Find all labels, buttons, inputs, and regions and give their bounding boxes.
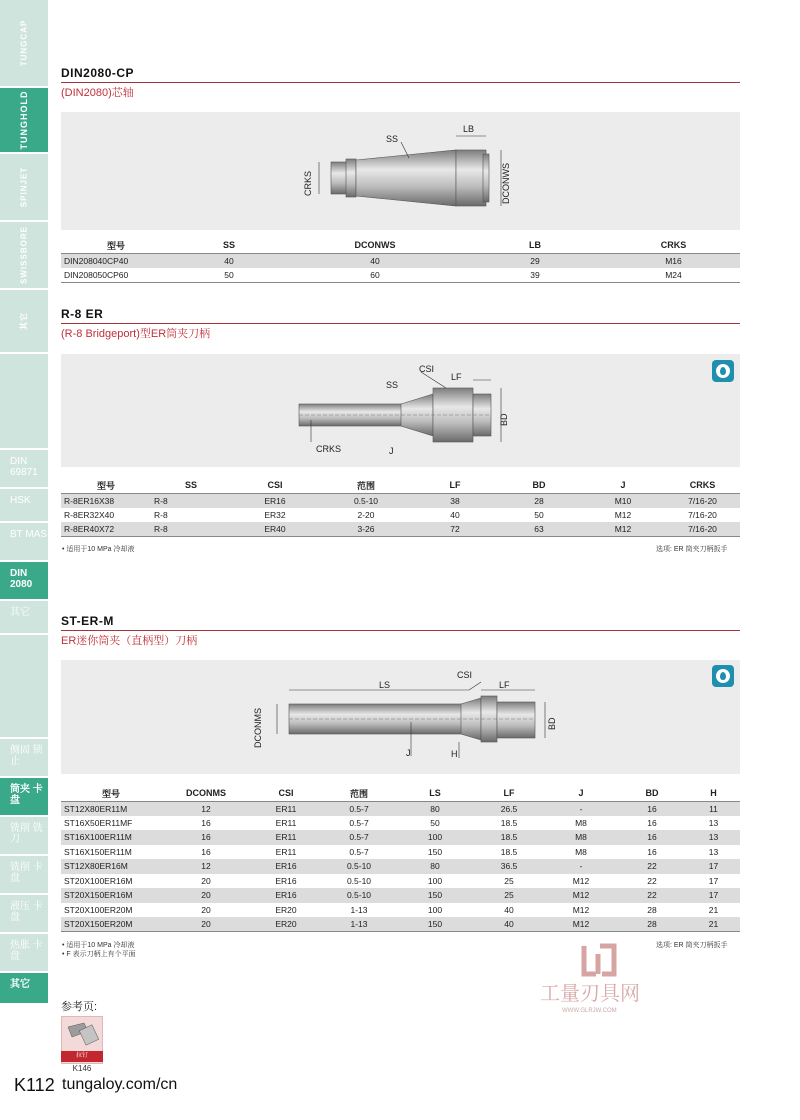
- dim-label-ls: LS: [379, 680, 391, 690]
- sidebar-spacer: [0, 635, 48, 737]
- table-note: • 适用于10 MPa 冷却液: [62, 546, 135, 553]
- table-header: 型号: [61, 238, 171, 253]
- table-header: LF: [473, 786, 545, 801]
- section-title: ST-ER-M: [61, 614, 114, 628]
- table-row: R-8ER40X72 R-8 ER40 3-26 72 63 M12 7/16-20: [61, 522, 740, 537]
- table-row: R-8ER16X38 R-8 ER16 0.5-10 38 28 M10 7/16-20: [61, 493, 740, 508]
- dim-label-ss: SS: [386, 134, 399, 144]
- spec-table-sterm: [61, 786, 740, 932]
- section-subtitle: (DIN2080)芯轴: [61, 87, 134, 99]
- dim-label-crks: CRKS: [303, 170, 313, 196]
- table-header: DCONMS: [161, 786, 251, 801]
- table-header: SS: [151, 478, 231, 493]
- product-image-sterm: [61, 660, 740, 774]
- table-header: LB: [463, 238, 607, 253]
- sidebar-item-milling-cutter[interactable]: 铣削 铣刀: [0, 817, 48, 854]
- reference-label: 参考页:: [61, 1001, 98, 1013]
- table-row: ST20X150ER20M 20 ER20 1-13 150 40 M12 28 21: [61, 917, 740, 932]
- product-image-din2080: [61, 112, 740, 230]
- table-header: BD: [497, 478, 581, 493]
- din2080-drawing: [61, 112, 740, 230]
- table-row: ST16X100ER11M 16 ER11 0.5-7 100 18.5 M8 16 13: [61, 830, 740, 845]
- coolant-icon: [712, 665, 734, 687]
- sidebar-tab-tunghold[interactable]: TUNGHOLD: [0, 88, 48, 152]
- reference-page[interactable]: K146: [72, 1064, 92, 1073]
- table-row: ST20X100ER20M 20 ER20 1-13 100 40 M12 28 21: [64, 904, 719, 915]
- table-row: ST20X100ER16M 20 ER16 0.5-10 100 25 M12 22 17: [64, 875, 719, 886]
- sidebar-tab-spinjet[interactable]: SPINJET: [0, 154, 48, 220]
- dim-label-bd: BD: [547, 717, 557, 730]
- dim-label-j: J: [389, 446, 394, 456]
- option-note: 选项: ER 筒夹刀柄扳手: [656, 546, 728, 553]
- sterm-drawing: [61, 660, 740, 774]
- table-header: CRKS: [665, 478, 740, 493]
- table-header: 范围: [319, 478, 413, 493]
- reference-tag[interactable]: 拉钉: [61, 1051, 103, 1062]
- sidebar-item-hsk[interactable]: HSK: [0, 489, 48, 521]
- table-row: ST16X150ER11M 16 ER11 0.5-7 150 18.5 M8 16 13: [64, 846, 719, 857]
- watermark-title: 工量刃具网: [540, 983, 640, 1005]
- sidebar-tab-tungcap[interactable]: TUNGCAP: [0, 0, 48, 86]
- table-header: 型号: [61, 478, 151, 493]
- dim-label-csi: CSI: [457, 670, 473, 680]
- table-row: DIN208050CP60 50 60 39 M24: [61, 268, 740, 283]
- spec-table-r8er: [61, 478, 740, 537]
- coolant-icon: [712, 360, 734, 382]
- table-row: R-8ER32X40 R-8 ER32 2-20 40 50 M12 7/16-20: [64, 509, 717, 520]
- section-subtitle: ER迷你筒夹（直柄型）刀柄: [61, 635, 198, 647]
- section-title: DIN2080-CP: [61, 66, 135, 80]
- table-row: ST12X80ER11M 12 ER11 0.5-7 80 26.5 - 16 11: [61, 801, 740, 816]
- section-subtitle: (R-8 Bridgeport)型ER筒夹刀柄: [61, 328, 211, 340]
- table-header: J: [545, 786, 617, 801]
- table-row: DIN208040CP40 40 40 29 M16: [61, 253, 740, 268]
- sidebar-item-hydraulic-chuck[interactable]: 液压 卡盘: [0, 895, 48, 932]
- pull-stud-icon: [62, 1017, 104, 1051]
- dim-label-bd: BD: [499, 413, 509, 426]
- table-header: LS: [397, 786, 473, 801]
- sidebar-item-din69871[interactable]: DIN 69871: [0, 450, 48, 487]
- dim-label-ss: SS: [386, 380, 399, 390]
- website-link[interactable]: tungaloy.com/cn: [62, 1076, 178, 1093]
- sidebar-spacer: [0, 354, 48, 448]
- product-image-r8er: [61, 354, 740, 467]
- sidebar-tab-other[interactable]: 其它: [0, 290, 48, 352]
- table-row: ST12X80ER16M 12 ER16 0.5-10 80 36.5 - 22 17: [61, 859, 740, 874]
- dim-label-lf: LF: [451, 372, 462, 382]
- spec-table-din2080: [61, 238, 740, 283]
- dim-label-lb: LB: [463, 124, 475, 134]
- table-header: J: [581, 478, 665, 493]
- dim-label-j: J: [406, 748, 411, 758]
- option-note: 选项: ER 筒夹刀柄扳手: [656, 942, 728, 949]
- table-header: CRKS: [607, 238, 740, 253]
- watermark-logo-icon: [540, 940, 670, 1015]
- table-header: DCONWS: [287, 238, 463, 253]
- sidebar-tab-swissbore[interactable]: SWISSBORE: [0, 222, 48, 288]
- table-header: H: [687, 786, 740, 801]
- table-header: 范围: [321, 786, 397, 801]
- table-header: 型号: [61, 786, 161, 801]
- section-title: R-8 ER: [61, 307, 104, 321]
- page-number: K112: [14, 1075, 55, 1095]
- dim-label-dconms: DCONMS: [253, 708, 263, 748]
- table-header: LF: [413, 478, 497, 493]
- dim-label-lf: LF: [499, 680, 510, 690]
- table-header: BD: [617, 786, 687, 801]
- sidebar-item-din2080[interactable]: DIN 2080: [0, 562, 48, 599]
- table-row: ST16X50ER11MF 16 ER11 0.5-7 50 18.5 M8 16 13: [64, 817, 719, 828]
- section-rule: [61, 630, 740, 631]
- table-header: CSI: [251, 786, 321, 801]
- sidebar-item-shrink-chuck[interactable]: 热胀 卡盘: [0, 934, 48, 971]
- table-row: ST20X150ER16M 20 ER16 0.5-10 150 25 M12 22 17: [61, 888, 740, 903]
- section-rule: [61, 323, 740, 324]
- sidebar-item-other-2[interactable]: 其它: [0, 973, 48, 1003]
- sidebar-item-side-lock[interactable]: 侧固 锁止: [0, 739, 48, 776]
- table-header: CSI: [231, 478, 319, 493]
- table-note: • F 表示刀柄上有个平面: [62, 951, 136, 958]
- sidebar-item-other[interactable]: 其它: [0, 601, 48, 633]
- dim-label-csi: CSI: [419, 364, 435, 374]
- dim-label-h: H: [451, 749, 458, 759]
- sidebar: [0, 0, 48, 1120]
- sidebar-item-btmas[interactable]: BT MAS: [0, 523, 48, 560]
- sidebar-item-milling-chuck[interactable]: 铣削 卡盘: [0, 856, 48, 893]
- section-rule: [61, 82, 740, 83]
- watermark: [540, 940, 670, 1015]
- dim-label-dconws: DCONWS: [501, 163, 511, 204]
- dim-label-crks: CRKS: [316, 444, 342, 454]
- r8er-drawing: [61, 354, 740, 467]
- watermark-url: WWW.GLRJW.COM: [562, 1008, 617, 1014]
- sidebar-item-collet-chuck[interactable]: 筒夹 卡盘: [0, 778, 48, 815]
- table-header: SS: [171, 238, 287, 253]
- table-note: • 适用于10 MPa 冷却液: [62, 942, 135, 949]
